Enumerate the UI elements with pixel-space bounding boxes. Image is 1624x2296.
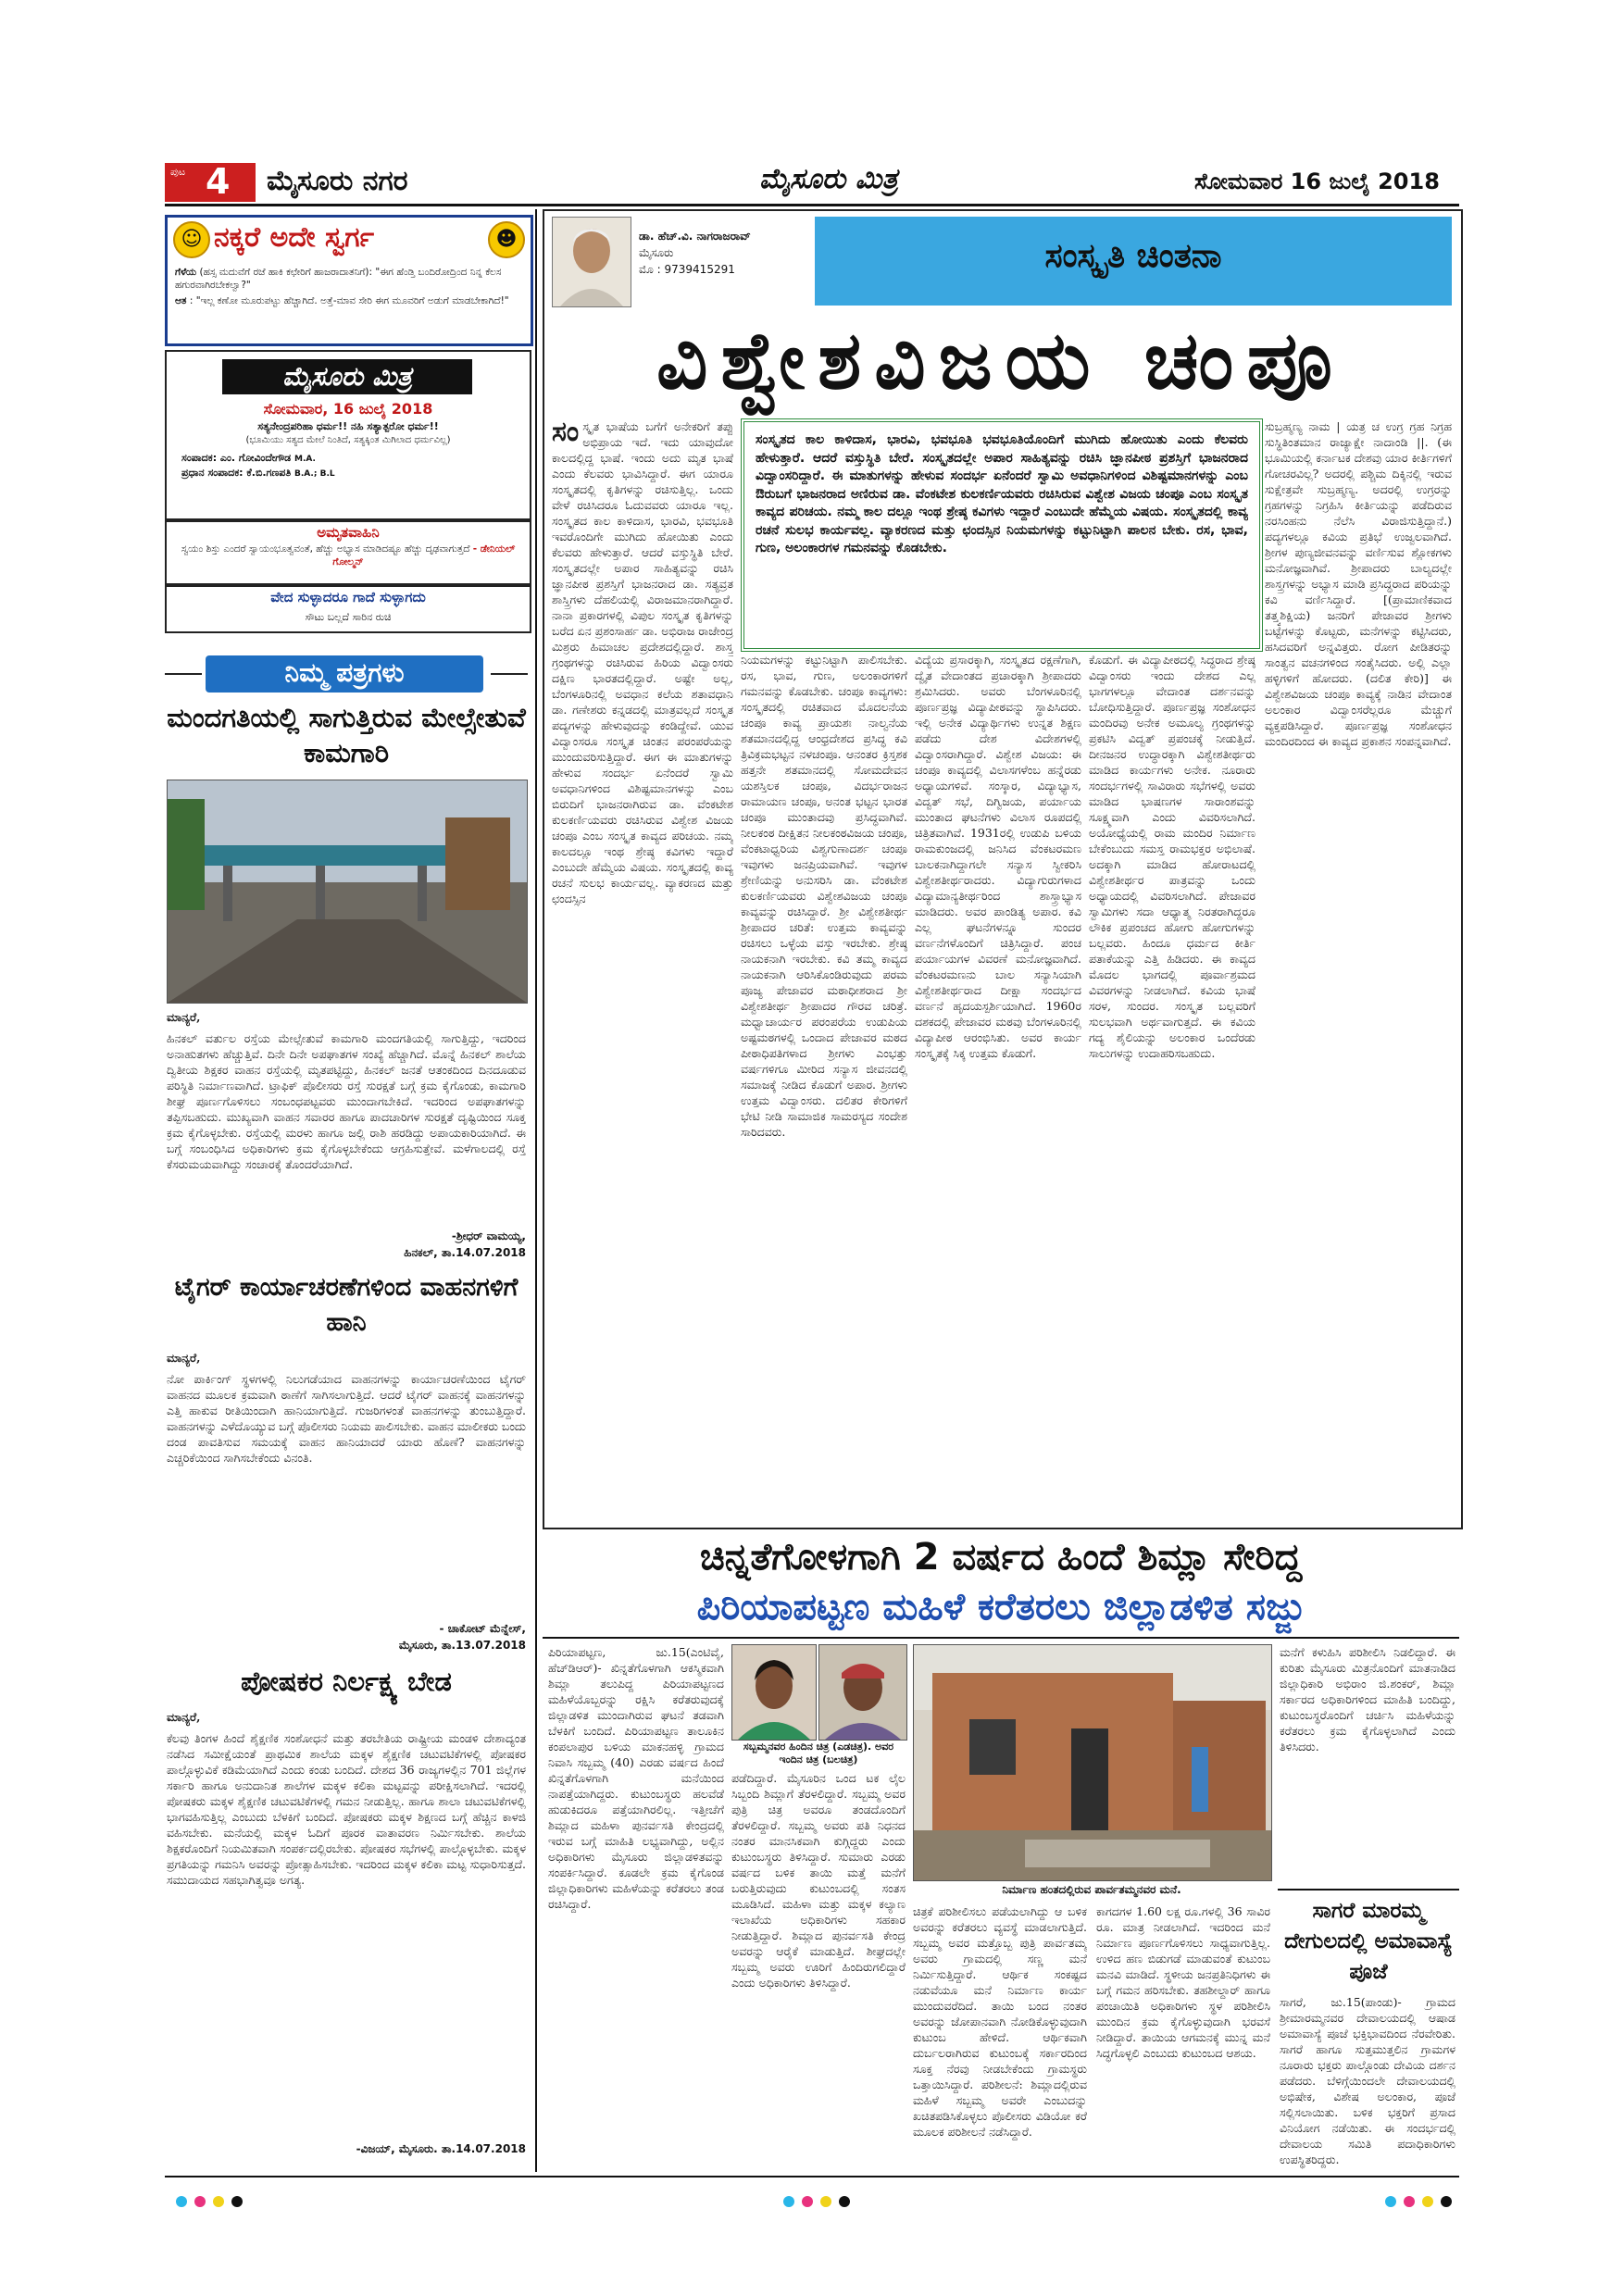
woman-photo-after-art bbox=[819, 1645, 906, 1740]
masthead-date: ಸೋಮವಾರ 16 ಜುಲೈ 2018 bbox=[1194, 168, 1440, 194]
letter3-body bbox=[167, 1709, 526, 2139]
letter2-body bbox=[167, 1350, 526, 1618]
column-name-banner bbox=[815, 217, 1452, 306]
letter3-text: ಕೆಲವು ತಿಂಗಳ ಹಿಂದೆ ಶೈಕ್ಷಣಿಕ ಸಂಶೋಧನೆ ಮತ್ತು ತರಬೇತಿಯ ರಾಷ್ಟ್ರೀಯ ಮಂಡಳಿ ದೇಶಾದ್ಯಂತ ನಡೆಸಿದ ಸಮೀಕ್ಷೆಯಂತೆ ಪ್ರಾಥಮಿಕ ಶಾಲೆಯ ಮಕ್ಕಳ ಶೈಕ್ಷಣಿಕ ಚಟುವಟಿಕೆಗಳಲ್ಲಿ ಪೋಷಕರ ಪಾಲ್ಗೊಳ್ಳುವಿಕೆ ಕಡಿಮೆಯಾಗಿದೆ ಎಂದು ಕಂಡು ಬಂದಿದೆ. ದೇಶದ 36 ರಾಜ್ಯಗಳಲ್ಲಿನ 701 ಜಿಲ್ಲೆಗಳ ಸರ್ಕಾರಿ ಹಾಗೂ ಅನುದಾನಿತ ಶಾಲೆಗಳ ಮಕ್ಕಳ ಕಲಿಕಾ ಮಟ್ಟವನ್ನು ಪರೀಕ್ಷಿಸಲಾಗಿದೆ. ಇದರಲ್ಲಿ ಪೋಷಕರು ಮಕ್ಕಳ ಶೈಕ್ಷಣಿಕ ಚಟುವಟಿಕೆಗಳಲ್ಲಿ ಗಮನ ನೀಡುತ್ತಿಲ್ಲ. ಹಾಗೂ ಶಾಲಾ ಚಟುವಟಿಕೆಗಳಲ್ಲಿ ಭಾಗವಹಿಸುತ್ತಿಲ್ಲ ಎಂಬುದು ಬೆಳಕಿಗೆ ಬಂದಿದೆ. ಪೋಷಕರು ಮಕ್ಕಳ ಶಿಕ್ಷಣದ ಬಗ್ಗೆ ಹೆಚ್ಚಿನ ಕಾಳಜಿ ವಹಿಸಬೇಕು. ಮನೆಯಲ್ಲಿ ಮಕ್ಕಳ ಓದಿಗೆ ಪೂರಕ ವಾತಾವರಣ ನಿರ್ಮಿಸಬೇಕು. ಶಾಲೆಯ ಶಿಕ್ಷಕರೊಂದಿಗೆ ನಿಯಮಿತವಾಗಿ ಸಂಪರ್ಕದಲ್ಲಿರಬೇಕು. ಪೋಷಕರ ಸಭೆಗಳಲ್ಲಿ ಪಾಲ್ಗೊಳ್ಳಬೇಕು. ಮಕ್ಕಳ ಪ್ರಗತಿಯನ್ನು ಗಮನಿಸಿ ಅವರನ್ನು ಪ್ರೋತ್ಸಾಹಿಸಬೇಕು. ಇದರಿಂದ ಮಕ್ಕಳ ಕಲಿಕಾ ಮಟ್ಟ ಸುಧಾರಿಸುತ್ತದೆ. ಸಮುದಾಯದ ಸಹಭಾಗಿತ್ವವೂ ಅಗತ್ಯ. bbox=[167, 1731, 526, 1887]
letter2-place: ಮೈಸೂರು, ತಾ.13.07.2018 bbox=[398, 1639, 526, 1652]
proverb-box bbox=[165, 585, 531, 633]
author-phone: ಮೊ : 9739415291 bbox=[639, 263, 735, 276]
paper-logo: ಮೈಸೂರು ಮಿತ್ರ bbox=[222, 359, 472, 394]
author-photo bbox=[552, 217, 631, 307]
bottom-rule bbox=[165, 2176, 1459, 2177]
temple-body bbox=[1280, 1994, 1455, 2172]
page-number-box bbox=[165, 163, 256, 202]
page-label: ಪುಟ bbox=[170, 166, 186, 178]
page-number: 4 bbox=[206, 161, 231, 202]
joke-q-label: ಗೆಳೆಯ bbox=[175, 267, 197, 278]
paper-motto-translation: (ಭೂಮಿಯು ಸತ್ಯದ ಮೇಲೆ ನಿಂತಿದೆ, ಸತ್ಯಕ್ಕಿಂತ ಮಿಗಿಲಾದ ಧರ್ಮವಿಲ್ಲ) bbox=[245, 435, 451, 445]
flyover-photo bbox=[167, 780, 528, 1004]
letter2-title: ಟೈಗರ್ ಕಾರ್ಯಾಚರಣೆಗಳಿಂದ ವಾಹನಗಳಿಗೆ ಹಾನಿ bbox=[174, 1273, 518, 1337]
news-headline-2: ಪಿರಿಯಾಪಟ್ಟಣ ಮಹಿಳೆ ಕರೆತರಲು ಜಿಲ್ಲಾಡಳಿತ ಸಜ್ಜು bbox=[696, 1586, 1305, 1628]
letter1-title: ಮಂದಗತಿಯಲ್ಲಿ ಸಾಗುತ್ತಿರುವ ಮೇಲ್ಸೇತುವೆ ಕಾಮಗಾರಿ bbox=[167, 702, 526, 768]
letter1-sign: -ಶ್ರೀಧರ್ ವಾಮಯ್ಯ, bbox=[451, 1229, 526, 1242]
news-text-1-body: ಪಿರಿಯಾಪಟ್ಟಣ, ಜು.15(ಎಂಟಿವೈ, ಹೆಚ್‌ಡಿಆರ್)- ಖಿನ್ನತೆಗೊಳಗಾಗಿ ಆಕಸ್ಮಿಕವಾಗಿ ಶಿಮ್ಲಾ ತಲುಪಿದ್ದ ಪಿರಿಯಾಪಟ್ಟಣದ ಮಹಿಳೆಯೊಬ್ಬರನ್ನು ರಕ್ಷಿಸಿ ಕರೆತರುವುದಕ್ಕೆ ಜಿಲ್ಲಾಡಳಿತ ಮುಂದಾಗಿರುವ ಘಟನೆ ತಡವಾಗಿ ಬೆಳಕಿಗೆ ಬಂದಿದೆ. ಪಿರಿಯಾಪಟ್ಟಣ ತಾಲೂಕಿನ ಕಂಪಲಾಪುರ ಬಳಿಯ ಮಾಕನಹಳ್ಳಿ ಗ್ರಾಮದ ನಿವಾಸಿ ಸಬ್ಬಮ್ಮ (40) ಎರಡು ವರ್ಷದ ಹಿಂದೆ ಖಿನ್ನತೆಗೊಳಗಾಗಿ ಮನೆಯಿಂದ ನಾಪತ್ತೆಯಾಗಿದ್ದರು. ಕುಟುಂಬಸ್ಥರು ಹಲವೆಡೆ ಹುಡುಕಿದರೂ ಪತ್ತೆಯಾಗಿರಲಿಲ್ಲ. ಇತ್ತೀಚೆಗೆ ಶಿಮ್ಲಾದ ಮಹಿಳಾ ಪುನರ್ವಸತಿ ಕೇಂದ್ರದಲ್ಲಿ ಇರುವ ಬಗ್ಗೆ ಮಾಹಿತಿ ಲಭ್ಯವಾಗಿದ್ದು, ಅಲ್ಲಿನ ಅಧಿಕಾರಿಗಳು ಮೈಸೂರು ಜಿಲ್ಲಾಡಳಿತವನ್ನು ಸಂಪರ್ಕಿಸಿದ್ದಾರೆ. ಕೂಡಲೇ ಕ್ರಮ ಕೈಗೊಂಡ ಜಿಲ್ಲಾಧಿಕಾರಿಗಳು ಮಹಿಳೆಯನ್ನು ಕರೆತರಲು ತಂಡ ರಚಿಸಿದ್ದಾರೆ. bbox=[548, 1645, 724, 1911]
joke-box bbox=[165, 215, 533, 346]
laughing-icon: ☻ bbox=[488, 221, 525, 258]
news-text-3 bbox=[913, 1903, 1087, 2172]
pullquote-text: ಸಂಸ್ಕೃತದ ಕಾಲ ಕಾಳಿದಾಸ, ಭಾರವಿ, ಭವಭೂತಿ ಭವಭೂತಿಯೊಂದಿಗೆ ಮುಗಿದು ಹೋಯಿತು ಎಂದು ಕೆಲವರು ಹೇಳುತ್ತಾರೆ. ಆದರೆ ವಸ್ತುಸ್ಥಿತಿ ಬೇರೆ. ಸಂಸ್ಕೃತದಲ್ಲೇ ಅಪಾರ ಸಾಹಿತ್ಯವನ್ನು ರಚಿಸಿ ಜ್ಞಾನಪೀಠ ಪ್ರಶಸ್ತಿಗೆ ಭಾಜನರಾದ ವಿದ್ವಾಂಸರಿದ್ದಾರೆ. ಈ ಮಾತುಗಳನ್ನು ಹೇಳುವ ಸಂದರ್ಭ ಏನೆಂದರೆ ಸ್ವಾಮಿ ಅವಧಾನಿಗಳಿಂದ ವಿಶಿಷ್ಟಮಾನಗಳನ್ನು ಎಂಬ ಔರುಬಗೆ ಭಾಜನರಾದ ಅಣಿರುವ ಡಾ. ವೆಂಕಟೇಶ ಕುಲಕರ್ಣಿಯವರು ರಚಿಸಿರುವ ವಿಶ್ವೇಶ ವಿಜಯ ಚಂಪೂ ಎಂಬ ಸಂಸ್ಕೃತ ಕಾವ್ಯದ ಪರಿಚಯ. ನಮ್ಮ ಕಾಲ ದಲ್ಲೂ ಇಂಥ ಶ್ರೇಷ್ಠ ಕವಿಗಳು ಇದ್ದಾರೆ ಎಂಬುದೇ ಹೆಮ್ಮೆಯ ವಿಷಯ. ಸಂಸ್ಕೃತದಲ್ಲಿ ಕಾವ್ಯ ರಚನೆ ಸುಲಭ ಕಾರ್ಯವಲ್ಲ. ವ್ಯಾಕರಣದ ಮತ್ತು ಛಂದಸ್ಸಿನ ನಿಯಮಗಳನ್ನು ಕಟ್ಟುನಿಟ್ಟಾಗಿ ಪಾಲನ ಬೇಕು. ರಸ, ಭಾವ, ಗುಣ, ಅಲಂಕಾರಗಳ ಗಮನವನ್ನು ಕೊಡಬೇಕು. bbox=[756, 432, 1248, 555]
letter3-salutation: ಮಾನ್ಯರೆ, bbox=[167, 1710, 201, 1724]
news-text-4-body: ಕಾಗದಗಳ 1.60 ಲಕ್ಷ ರೂ.ಗಳಲ್ಲಿ 36 ಸಾವಿರ ರೂ. ಮಾತ್ರ ನೀಡಲಾಗಿದೆ. ಇದರಿಂದ ಮನೆ ನಿರ್ಮಾಣ ಪೂರ್ಣಗೊಳಿಸಲು ಸಾಧ್ಯವಾಗುತ್ತಿಲ್ಲ. ಉಳಿದ ಹಣ ಬಿಡುಗಡೆ ಮಾಡುವಂತೆ ಕುಟುಂಬ ಮನವಿ ಮಾಡಿದೆ. ಸ್ಥಳೀಯ ಜನಪ್ರತಿನಿಧಿಗಳು ಈ ಬಗ್ಗೆ ಗಮನ ಹರಿಸಬೇಕು. ತಹಶೀಲ್ದಾರ್ ಹಾಗೂ ಪಂಚಾಯಿತಿ ಅಧಿಕಾರಿಗಳು ಸ್ಥಳ ಪರಿಶೀಲಿಸಿ ಮುಂದಿನ ಕ್ರಮ ಕೈಗೊಳ್ಳುವುದಾಗಿ ಭರವಸೆ ನೀಡಿದ್ದಾರೆ. ತಾಯಿಯ ಆಗಮನಕ್ಕೆ ಮುನ್ನ ಮನೆ ಸಿದ್ಧಗೊಳ್ಳಲಿ ಎಂಬುದು ಕುಟುಂಬದ ಆಶಯ. bbox=[1096, 1904, 1270, 2060]
chief-editor-line bbox=[181, 467, 335, 480]
pullquote-box bbox=[741, 418, 1263, 652]
news-text-3-body: ಚಿತ್ರಕೆ ಪರಿಶೀಲಿಸಲು ಪಡೆಯಲಾಗಿದ್ದು ಆ ಬಳಿಕ ಅವರನ್ನು ಕರೆತರಲು ವ್ಯವಸ್ಥೆ ಮಾಡಲಾಗುತ್ತಿದೆ. ಸಬ್ಬಮ್ಮ ಅವರ ಮತ್ತೊಬ್ಬ ಪುತ್ರಿ ಪಾರ್ವತಮ್ಮ ಅವರು ಗ್ರಾಮದಲ್ಲಿ ಸಣ್ಣ ಮನೆ ನಿರ್ಮಿಸುತ್ತಿದ್ದಾರೆ. ಆರ್ಥಿಕ ಸಂಕಷ್ಟದ ನಡುವೆಯೂ ಮನೆ ನಿರ್ಮಾಣ ಕಾರ್ಯ ಮುಂದುವರೆದಿದೆ. ತಾಯಿ ಬಂದ ನಂತರ ಅವರನ್ನು ಜೋಪಾನವಾಗಿ ನೋಡಿಕೊಳ್ಳುವುದಾಗಿ ಕುಟುಂಬ ಹೇಳಿದೆ. ಆರ್ಥಿಕವಾಗಿ ದುರ್ಬಲರಾಗಿರುವ ಕುಟುಂಬಕ್ಕೆ ಸರ್ಕಾರದಿಂದ ಸೂಕ್ತ ನೆರವು ನೀಡಬೇಕೆಂದು ಗ್ರಾಮಸ್ಥರು ಒತ್ತಾಯಿಸಿದ್ದಾರೆ. ಪರಿಶೀಲನೆ: ಶಿಮ್ಲಾದಲ್ಲಿರುವ ಮಹಿಳೆ ಸಬ್ಬಮ್ಮ ಅವರೇ ಎಂಬುದನ್ನು ಖಚಿತಪಡಿಸಿಕೊಳ್ಳಲು ಪೊಲೀಸರು ವಿಡಿಯೋ ಕರೆ ಮೂಲಕ ಪರಿಶೀಲನೆ ನಡೆಸಿದ್ದಾರೆ. bbox=[913, 1904, 1087, 2139]
joke-banner bbox=[168, 218, 531, 260]
joke-a-text: : "ಇಲ್ಲ ಕಣೋ ಮೂರುಪಟ್ಟು ಹೆಚ್ಚಾಗಿದೆ. ಅತ್ತೆ-ಮಾವ ಸೇರಿ ಈಗ ಮೂವರಿಗೆ ಅಡುಗೆ ಮಾಡಬೇಕಾಗಿದೆ!" bbox=[189, 295, 509, 306]
author-info bbox=[639, 228, 751, 278]
news-text-2-body: ಪಡೆದಿದ್ದಾರೆ. ಮೈಸೂರಿನ ಒಂದ ಟಕ ಲೈಲ ಸಿಬ್ಬಂದಿ ಶಿಮ್ಲಾಗೆ ತೆರಳಲಿದ್ದಾರೆ. ಸಬ್ಬಮ್ಮ ಅವರ ಪುತ್ರಿ ಚಿತ್ರ ಅವರೂ ತಂಡದೊಂದಿಗೆ ತೆರಳಲಿದ್ದಾರೆ. ಸಬ್ಬಮ್ಮ ಅವರು ಪತಿ ನಿಧನದ ನಂತರ ಮಾನಸಿಕವಾಗಿ ಕುಗ್ಗಿದ್ದರು ಎಂದು ಕುಟುಂಬಸ್ಥರು ತಿಳಿಸಿದ್ದಾರೆ. ಸುಮಾರು ಎರಡು ವರ್ಷದ ಬಳಿಕ ತಾಯಿ ಮತ್ತೆ ಮನೆಗೆ ಬರುತ್ತಿರುವುದು ಕುಟುಂಬದಲ್ಲಿ ಸಂತಸ ಮೂಡಿಸಿದೆ. ಮಹಿಳಾ ಮತ್ತು ಮಕ್ಕಳ ಕಲ್ಯಾಣ ಇಲಾಖೆಯ ಅಧಿಕಾರಿಗಳು ಸಹಕಾರ ನೀಡುತ್ತಿದ್ದಾರೆ. ಶಿಮ್ಲಾದ ಪುನರ್ವಸತಿ ಕೇಂದ್ರ ಅವರನ್ನು ಆರೈಕೆ ಮಾಡುತ್ತಿದೆ. ಶೀಘ್ರದಲ್ಲೇ ಸಬ್ಬಮ್ಮ ಅವರು ಊರಿಗೆ ಹಿಂದಿರುಗಲಿದ್ದಾರೆ ಎಂದು ಅಧಿಕಾರಿಗಳು ತಿಳಿಸಿದ್ದಾರೆ. bbox=[731, 1771, 906, 1990]
column-dropcap: ಸಂ bbox=[552, 418, 580, 448]
joke-a-label: ಆತ bbox=[175, 295, 187, 306]
column-text-4 bbox=[1089, 652, 1255, 1518]
smiley-icon: ☺ bbox=[173, 221, 210, 258]
letter1-place: ಹಿನಕಲ್, ತಾ.14.07.2018 bbox=[404, 1246, 526, 1259]
news-headline-1: ಚಿನ್ನತೆಗೋಳಗಾಗಿ 2 ವರ್ಷದ ಹಿಂದೆ ಶಿಮ್ಲಾ ಸೇರಿದ್ದ bbox=[699, 1536, 1303, 1578]
author-city: ಮೈಸೂರು bbox=[639, 246, 674, 259]
proverb-title: ವೇದ ಸುಳ್ಳಾದರೂ ಗಾದೆ ಸುಳ್ಳಾಗದು bbox=[270, 589, 426, 605]
column-text-3-body: ವಿದ್ಯೆಯ ಪ್ರಸಾರಕ್ಕಾಗಿ, ಸಂಸ್ಕೃತದ ರಕ್ಷಣೆಗಾಗಿ, ದ್ವೈತ ವೇದಾಂತದ ಪ್ರಚಾರಕ್ಕಾಗಿ ಶ್ರೀಪಾದರು ಶ್ರಮಿಸಿದರು. ಅವರು ಬೆಂಗಳೂರಿನಲ್ಲಿ ಪೂರ್ಣಪ್ರಜ್ಞ ವಿದ್ಯಾಪೀಠವನ್ನು ಸ್ಥಾಪಿಸಿದರು. ಇಲ್ಲಿ ಅನೇಕ ವಿದ್ಯಾರ್ಥಿಗಳು ಉನ್ನತ ಶಿಕ್ಷಣ ಪಡೆದು ದೇಶ ವಿದೇಶಗಳಲ್ಲಿ ವಿದ್ವಾಂಸರಾಗಿದ್ದಾರೆ. ವಿಶ್ವೇಶ ವಿಜಯ: ಈ ಚಂಪೂ ಕಾವ್ಯದಲ್ಲಿ ವಿಲಾಸಗಳೆಂಬ ಹನ್ನೆರಡು ಅಧ್ಯಾಯಗಳಿವೆ. ಸಂಸ್ಕಾರ, ವಿದ್ಯಾಭ್ಯಾಸ, ವಿದ್ವತ್ ಸಭೆ, ದಿಗ್ವಿಜಯ, ಪರ್ಯಾಯ ಮುಂತಾದ ಘಟನೆಗಳು ವಿಲಾಸ ರೂಪದಲ್ಲಿ ಚಿತ್ರಿತವಾಗಿವೆ. 1931ರಲ್ಲಿ ಉಡುಪಿ ಬಳಿಯ ರಾಮಕುಂಜದಲ್ಲಿ ಜನಿಸಿದ ವೆಂಕಟರಮಣ ಬಾಲಕನಾಗಿದ್ದಾಗಲೇ ಸನ್ಯಾಸ ಸ್ವೀಕರಿಸಿ ವಿಶ್ವೇಶತೀರ್ಥರಾದರು. ವಿದ್ಯಾಗುರುಗಳಾದ ವಿದ್ಯಾಮಾನ್ಯತೀರ್ಥರಿಂದ ಶಾಸ್ತ್ರಾಭ್ಯಾಸ ಮಾಡಿದರು. ಅವರ ಪಾಂಡಿತ್ಯ ಅಪಾರ. ಕವಿ ಎಲ್ಲ ಘಟನೆಗಳನ್ನೂ ಸುಂದರ ವರ್ಣನೆಗಳೊಂದಿಗೆ ಚಿತ್ರಿಸಿದ್ದಾರೆ. ಪಂಚ ಪರ್ಯಾಯಗಳ ವಿವರಣೆ ಮನೋಜ್ಞವಾಗಿದೆ. ವೆಂಕಟರಮಣನು ಬಾಲ ಸನ್ಯಾಸಿಯಾಗಿ ವಿಶ್ವೇಶತೀರ್ಥರಾದ ದೀಕ್ಷಾ ಸಂದರ್ಭದ ವರ್ಣನೆ ಹೃದಯಸ್ಪರ್ಶಿಯಾಗಿದೆ. 1960ರ ದಶಕದಲ್ಲಿ ಪೇಜಾವರ ಮಠವು ಬೆಂಗಳೂರಿನಲ್ಲಿ ವಿದ್ಯಾಪೀಠ ಆರಂಭಿಸಿತು. ಅವರ ಕಾರ್ಯ ಸಂಸ್ಕೃತಕ್ಕೆ ಸಿಕ್ಕ ಉತ್ತಮ ಕೊಡುಗೆ. bbox=[915, 653, 1081, 1060]
flyover-photo-art bbox=[168, 780, 527, 1003]
author-name: ಡಾ. ಹೆಚ್.ವಿ. ನಾಗರಾಜರಾವ್ bbox=[639, 230, 751, 243]
masthead-paper-name: ಮೈಸೂರು ಮಿತ್ರ bbox=[759, 163, 898, 195]
paper-date: ಸೋಮವಾರ, 16 ಜುಲೈ 2018 bbox=[263, 400, 433, 418]
editor-name: ಸಂಪಾದಕ: ಎಂ. ಗೋವಿಂದೇಗೌಡ bbox=[181, 452, 292, 464]
woman-photo-before bbox=[731, 1644, 817, 1741]
joke-title: ನಕ್ಕರೆ ಅದೇ ಸ್ವರ್ಗ bbox=[214, 221, 375, 254]
chief-editor-name: ಪ್ರಧಾನ ಸಂಪಾದಕ: ಕೆ.ಬಿ.ಗಣಪತಿ bbox=[181, 467, 292, 479]
joke-q-text: (ಹಸ್ಸ ಮದುವೆಗೆ ರಜೆ ಹಾಕಿ ಕಛೇರಿಗೆ ಹಾಜರಾದಾತನಿಗೆ): "ಈಗ ಹೆಂಡ್ತಿ ಬಂದಿರೋದ್ರಿಂದ ನಿನ್ನ ಕೆಲಸ ಹಗುರವಾಗಿರಬೇಕಲ್ವಾ?" bbox=[175, 267, 502, 291]
news-text-4 bbox=[1096, 1903, 1270, 2172]
woman-photo-before-art bbox=[732, 1645, 816, 1740]
column-text-1-body: ಸ್ಕೃತ ಭಾಷೆಯ ಬಗೆಗೆ ಅನೇಕರಿಗೆ ತಪ್ಪು ಅಭಿಪ್ರಾಯ ಇದೆ. ಇದು ಯಾವುದೋ ಕಾಲದಲ್ಲಿದ್ದ ಭಾಷೆ. ಇಂದು ಅದು ಮೃತ ಭಾಷೆ ಎಂದು ಕೆಲವರು ಭಾವಿಸಿದ್ದಾರೆ. ಈಗ ಯಾರೂ ಸಂಸ್ಕೃತದಲ್ಲಿ ಕೃತಿಗಳನ್ನು ರಚಿಸುತ್ತಿಲ್ಲ. ಒಂದು ವೇಳೆ ರಚಿಸಿದರೂ ಓದುವವರು ಯಾರೂ ಇಲ್ಲ. ಸಂಸ್ಕೃತದ ಕಾಲ ಕಾಳಿದಾಸ, ಭಾರವಿ, ಭವಭೂತಿ ಇವರೊಂದಿಗೇ ಮುಗಿದು ಹೋಯಿತು ಎಂದು ಕೆಲವರು ಹೇಳುತ್ತಾರೆ. ಆದರೆ ವಸ್ತುಸ್ಥಿತಿ ಬೇರೆ. ಸಂಸ್ಕೃತದಲ್ಲೇ ಅಪಾರ ಸಾಹಿತ್ಯವನ್ನು ರಚಿಸಿ ಜ್ಞಾನಪೀಠ ಪ್ರಶಸ್ತಿಗೆ ಭಾಜನರಾದ ಡಾ. ಸತ್ಯವ್ರತ ಶಾಸ್ತ್ರಿಗಳು ದೆಹಲಿಯಲ್ಲಿ ವಿರಾಜಮಾನರಾಗಿದ್ದಾರೆ. ನಾನಾ ಪ್ರಕಾರಗಳಲ್ಲಿ ವಿಪುಲ ಸಂಸ್ಕೃತ ಕೃತಿಗಳನ್ನು ಬರೆದ ಏನ ಪ್ರಶಂಸಾರ್ಹ ಡಾ. ಅಭಿರಾಜ ರಾಜೇಂದ್ರ ಮಿಶ್ರರು ಹಿಮಾಚಲ ಪ್ರದೇಶದಲ್ಲಿದ್ದಾರೆ. ಶಾಸ್ತ್ರ ಗ್ರಂಥಗಳನ್ನು ರಚಿಸಿರುವ ಹಿರಿಯ ವಿದ್ವಾಂಸರು ದಕ್ಷಿಣ ಭಾರತದಲ್ಲಿದ್ದಾರೆ. ಅಷ್ಟೇ ಅಲ್ಲ, ಬೆಂಗಳೂರಿನಲ್ಲಿ ಅವಧಾನ ಕಲೆಯ ಶತಾವಧಾನಿ ಡಾ. ಗಣೇಶರು ಕನ್ನಡದಲ್ಲಿ ಮಾತ್ರವಲ್ಲದೆ ಸಂಸ್ಕೃತ ಪದ್ಯಗಳನ್ನು ಹೇಳುವುದನ್ನು ಕಂಡಿದ್ದೇವೆ. ಯುವ ವಿದ್ವಾಂಸರೂ ಸಂಸ್ಕೃತ ಚಿಂತನ ಪರಂಪರೆಯನ್ನು ಮುಂದುವರಿಸುತ್ತಿದ್ದಾರೆ. ಈಗ ಈ ಮಾತುಗಳನ್ನು ಹೇಳುವ ಸಂದರ್ಭ ಏನೆಂದರೆ ಸ್ವಾಮಿ ಅವಧಾನಿಗಳಿಂದ ವಿಶಿಷ್ಟಮಾನಗಳನ್ನು ಎಂಬ ಬಿರುದಿಗೆ ಭಾಜನರಾಗಿರುವ ಡಾ. ವೆಂಕಟೇಶ ಕುಲಕರ್ಣಿಯವರು ರಚಿಸಿರುವ ವಿಶ್ವೇಶ ವಿಜಯ ಚಂಪೂ ಎಂಬ ಸಂಸ್ಕೃತ ಕಾವ್ಯದ ಪರಿಚಯ. ನಮ್ಮ ಕಾಲದಲ್ಲೂ ಇಂಥ ಶ್ರೇಷ್ಠ ಕವಿಗಳು ಇದ್ದಾರೆ ಎಂಬುದೇ ಹೆಮ್ಮೆಯ ವಿಷಯ. ಸಂಸ್ಕೃತದಲ್ಲಿ ಕಾವ್ಯ ರಚನೆ ಸುಲಭ ಕಾರ್ಯವಲ್ಲ. ವ್ಯಾಕರಣದ ಮತ್ತು ಛಂದಸ್ಸಿನ bbox=[552, 419, 733, 905]
author-photo-art bbox=[553, 218, 631, 306]
amrutavahini-box bbox=[165, 520, 531, 585]
masthead-rule bbox=[165, 204, 1459, 206]
news-text-5-body: ಮನೆಗೆ ಕಳುಹಿಸಿ ಪರಿಶೀಲಿಸಿ ನಿಡಲಿದ್ದಾರೆ. ಈ ಕುರಿತು ಮೈಸೂರು ಮಿತ್ರನೊಂದಿಗೆ ಮಾತನಾಡಿದ ಜಿಲ್ಲಾಧಿಕಾರಿ ಅಭಿರಾಂ ಜಿ.ಶಂಕರ್, ಶಿಮ್ಲಾ ಸರ್ಕಾರದ ಅಧಿಕಾರಿಗಳಿಂದ ಮಾಹಿತಿ ಬಂದಿದ್ದು, ಕುಟುಂಬಸ್ಥರೊಂದಿಗೆ ಚರ್ಚಿಸಿ ಮಹಿಳೆಯನ್ನು ಕರೆತರಲು ಕ್ರಮ ಕೈಗೊಳ್ಳಲಾಗಿದೆ ಎಂದು ತಿಳಿಸಿದರು. bbox=[1280, 1645, 1455, 1753]
letter1-body bbox=[167, 1009, 526, 1228]
editor-degree: M.A. bbox=[294, 455, 316, 464]
letter3-sign: -ವಿಜಯ್, ಮೈಸೂರು. ತಾ.14.07.2018 bbox=[356, 2142, 526, 2155]
house-photo-art bbox=[914, 1645, 1271, 1880]
column-name: ಸಂಸ್ಕೃತಿ ಚಿಂತನಾ bbox=[1044, 237, 1222, 275]
chief-editor-degree: B.A.; B.L bbox=[294, 469, 335, 479]
amrutavahini-quote bbox=[174, 543, 522, 568]
letter2-sign: - ಚಾಕೋಟ್ ಮೆನ್ನೇಸ್, bbox=[439, 1622, 526, 1635]
column-text-4-body: ಕೊಡುಗೆ. ಈ ವಿದ್ಯಾಪೀಠದಲ್ಲಿ ಸಿದ್ಧರಾದ ಶ್ರೇಷ್ಠ ವಿದ್ವಾಂಸರು ಇಂದು ದೇಶದ ಎಲ್ಲ ಭಾಗಗಳಲ್ಲೂ ವೇದಾಂತ ದರ್ಶನವನ್ನು ಬೋಧಿಸುತ್ತಿದ್ದಾರೆ. ಪೂರ್ಣಪ್ರಜ್ಞ ಸಂಶೋಧನ ಮಂದಿರವು ಅನೇಕ ಅಮೂಲ್ಯ ಗ್ರಂಥಗಳನ್ನು ಪ್ರಕಟಿಸಿ ವಿದ್ವತ್ ಪ್ರಪಂಚಕ್ಕೆ ನೀಡುತ್ತಿದೆ. ದೀನಜನರ ಉದ್ಧಾರಕ್ಕಾಗಿ ವಿಶ್ವೇಶತೀರ್ಥರು ಮಾಡಿದ ಕಾರ್ಯಗಳು ಅನೇಕ. ನೂರಾರು ಸಂದರ್ಭಗಳಲ್ಲಿ ಸಾವಿರಾರು ಸಭೆಗಳಲ್ಲಿ ಅವರು ಮಾಡಿದ ಭಾಷಣಗಳ ಸಾರಾಂಶವನ್ನು ಸೂಕ್ಷ್ಮವಾಗಿ ಎಂದು ವಿವರಿಸಲಾಗಿದೆ. ಅಯೋಧ್ಯೆಯಲ್ಲಿ ರಾಮ ಮಂದಿರ ನಿರ್ಮಾಣ ಬೇಕೆಂಬುದು ಸಮಸ್ತ ರಾಮಭಕ್ತರ ಅಭಿಲಾಷೆ. ಅದಕ್ಕಾಗಿ ಮಾಡಿದ ಹೋರಾಟದಲ್ಲಿ ವಿಶ್ವೇಶತೀರ್ಥರ ಪಾತ್ರವನ್ನು ಒಂದು ಅಧ್ಯಾಯದಲ್ಲಿ ವಿವರಿಸಲಾಗಿದೆ. ಪೇಜಾವರ ಸ್ವಾಮಿಗಳು ಸದಾ ಆಧ್ಯಾತ್ಮ ನಿರತರಾಗಿದ್ದರೂ ಲೌಕಿಕ ಪ್ರಪಂಚದ ಹೋಗು ಹೋಗುಗಳನ್ನು ಬಲ್ಲವರು. ಹಿಂದೂ ಧರ್ಮದ ಕೀರ್ತಿ ಪತಾಕೆಯನ್ನು ಎತ್ತಿ ಹಿಡಿದರು. ಈ ಕಾವ್ಯದ ಮೊದಲ ಭಾಗದಲ್ಲಿ ಪೂರ್ವಾಶ್ರಮದ ವಿವರಗಳನ್ನು ನೀಡಲಾಗಿದೆ. ಕವಿಯ ಭಾಷೆ ಸರಳ, ಸುಂದರ. ಸಂಸ್ಕೃತ ಬಲ್ಲವರಿಗೆ ಸುಲಭವಾಗಿ ಅರ್ಥವಾಗುತ್ತದೆ. ಈ ಕವಿಯ ಗದ್ಯ ಶೈಲಿಯನ್ನು ಅಲಂಕಾರ ಒಂದೆರಡು ಸಾಲುಗಳನ್ನು ಉದಾಹರಿಸಬಹುದು. bbox=[1089, 653, 1255, 1060]
temple-text: ಸಾಗರೆ, ಜು.15(ಪಾಂಡು)- ಗ್ರಾಮದ ಶ್ರೀಮಾರಮ್ಮನವರ ದೇವಾಲಯದಲ್ಲಿ ಆಷಾಡ ಅಮಾವಾಸ್ಯೆ ಪೂಜೆ ಭಕ್ತಿಭಾವದಿಂದ ನೆರವೇರಿತು. ಸಾಗರೆ ಹಾಗೂ ಸುತ್ತಮುತ್ತಲಿನ ಗ್ರಾಮಗಳ ನೂರಾರು ಭಕ್ತರು ಪಾಲ್ಗೊಂಡು ದೇವಿಯ ದರ್ಶನ ಪಡೆದರು. ಬೆಳಿಗ್ಗೆಯಿಂದಲೇ ದೇವಾಲಯದಲ್ಲಿ ಅಭಿಷೇಕ, ವಿಶೇಷ ಅಲಂಕಾರ, ಪೂಜೆ ಸಲ್ಲಿಸಲಾಯಿತು. ಬಳಿಕ ಭಕ್ತರಿಗೆ ಪ್ರಸಾದ ವಿನಿಯೋಗ ನಡೆಯಿತು. ಈ ಸಂದರ್ಭದಲ್ಲಿ ದೇವಾಲಯ ಸಮಿತಿ ಪದಾಧಿಕಾರಿಗಳು ಉಪಸ್ಥಿತರಿದ್ದರು. bbox=[1280, 1995, 1455, 2166]
amrutavahini-author: - ಡೇನಿಯಲ್ ಗೋಲ್ಮನ್ bbox=[332, 543, 516, 568]
letters-banner-text: ನಿಮ್ಮ ಪತ್ರಗಳು bbox=[284, 657, 405, 688]
column-title: ವಿಶ್ವೇಶವಿಜಯ ಚಂಪೂ bbox=[656, 315, 1346, 407]
column-text-5 bbox=[1265, 418, 1452, 1518]
news-text-2 bbox=[731, 1770, 906, 2172]
paper-motto: ಸತ್ಯನೇಂದ್ರಪರಿಹಾ ಧರ್ಮ!! ನಹಿ ಸತ್ಯಾತ್ಪರೋ ಧರ್ಮ!! bbox=[257, 420, 439, 432]
column-text-5-body: ಸುಬ್ರಹ್ಮಣ್ಯ ನಾಮ | ಯತ್ರ ಚ ಉಗ್ರ ಗ್ರಹ ನಿಗ್ರಹ ಸುಸ್ಥಿತಿಂತಮಾನ ರಾಜ್ಯಾಕ್ಷೇ ನಾದಾಂಡಿ ||. (ಈ ಭೂಮಿಯಲ್ಲಿ ಕರ್ನಾಟಕ ದೇಶವು ಯಾರ ಕೀರ್ತಿಗಳಿಗೆ ಗೋಚರವಿಲ್ಲ? ಅದರಲ್ಲಿ ಪಶ್ಚಿಮ ದಿಕ್ಕಿನಲ್ಲಿ ಇರುವ ಸುಕ್ಷೇತ್ರವೇ ಸುಬ್ರಹ್ಮಣ್ಯ. ಅದರಲ್ಲಿ ಉಗ್ರರನ್ನು ಗ್ರಹಗಳನ್ನು ನಿಗ್ರಹಿಸಿ ಕೀರ್ತಿಯನ್ನು ಪಡೆದಿರುವ ನರಸಿಂಹನು ನೆಲೆಸಿ ವಿರಾಜಿಸುತ್ತಿದ್ದಾನೆ.) ಪದ್ಯಗಳಲ್ಲೂ ಕವಿಯ ಪ್ರತಿಭೆ ಉಜ್ವಲವಾಗಿದೆ. ಶ್ರೀಗಳ ಪುಣ್ಯಜೀವನವನ್ನು ವರ್ಣಿಸುವ ಶ್ಲೋಕಗಳು ಮನೋಜ್ಞವಾಗಿವೆ. ಶ್ರೀಪಾದರು ಬಾಲ್ಯದಲ್ಲೇ ಶಾಸ್ತ್ರಗಳನ್ನು ಅಭ್ಯಾಸ ಮಾಡಿ ಪ್ರಸಿದ್ಧರಾದ ಪರಿಯನ್ನು ಕವಿ ವರ್ಣಿಸಿದ್ದಾರೆ. [(ಪ್ರಾಮಾಣಿಕವಾದ ತತ್ತ್ವಶಿಕ್ಷಿಯ) ಜನರಿಗೆ ಪೇಜಾವರ ಶ್ರೀಗಳು ಬಟ್ಟೆಗಳನ್ನು ಕೊಟ್ಟರು, ಮನೆಗಳನ್ನು ಕಟ್ಟಿಸಿದರು, ಹಸಿದವರಿಗೆ ಅನ್ನವಿತ್ತರು. ರೋಗ ಪೀಡಿತರನ್ನು ಸಾಂತ್ವನ ವಚನಗಳಿಂದ ಸಂತೈಸಿದರು. ಅಲ್ಲಿ ಎಲ್ಲಾ ಹಳ್ಳಿಗಳಿಗೆ ಹೋದರು. (ದಲಿತ ಕೇರಿ)] ಈ ವಿಶ್ವೇಶವಿಜಯ ಚಂಪೂ ಕಾವ್ಯಕ್ಕೆ ನಾಡಿನ ವೇದಾಂತ ಅಲಂಕಾರ ವಿದ್ವಾಂಸರೆಲ್ಲರೂ ಮೆಚ್ಚುಗೆ ವ್ಯಕ್ತಪಡಿಸಿದ್ದಾರೆ. ಪೂರ್ಣಪ್ರಜ್ಞ ಸಂಶೋಧನ ಮಂದಿರದಿಂದ ಈ ಕಾವ್ಯದ ಪ್ರಕಾಶನ ಸಂಪನ್ನವಾಗಿದೆ. bbox=[1265, 419, 1452, 748]
column-text-3 bbox=[915, 652, 1081, 1518]
column-text-1 bbox=[552, 418, 733, 1518]
photo2-caption: ನಿರ್ಮಾಣ ಹಂತದಲ್ಲಿರುವ ಪಾರ್ವತಮ್ಮನವರ ಮನೆ. bbox=[1002, 1883, 1181, 1896]
letters-banner bbox=[165, 655, 528, 693]
amrutavahini-text: ಸ್ವಯಂ ಶಿಸ್ತು ಎಂದರೆ ಸ್ವಾಯಂಭೂತ್ವವಂತೆ, ಹೆಚ್ಚು ಅಭ್ಯಾಸ ಮಾಡಿದಷ್ಟೂ ಹೆಚ್ಚು ದೃಢವಾಗುತ್ತದೆ bbox=[181, 543, 470, 555]
column-text-2-body: ನಿಯಮಗಳನ್ನು ಕಟ್ಟುನಿಟ್ಟಾಗಿ ಪಾಲಿಸಬೇಕು. ರಸ, ಭಾವ, ಗುಣ, ಅಲಂಕಾರಗಳಿಗೆ ಗಮನವನ್ನು ಕೊಡಬೇಕು. ಚಂಪೂ ಕಾವ್ಯಗಳು: ಸಂಸ್ಕೃತದಲ್ಲಿ ರಚಿತವಾದ ಮೊದಲನೆಯ ಚಂಪೂ ಕಾವ್ಯ ಪ್ರಾಯಶಃ ನಾಲ್ವನೆಯ ಶತಮಾನದಲ್ಲಿದ್ದ ಆಂಧ್ರದೇಶದ ಪ್ರಸಿದ್ಧ ಕವಿ ತ್ರಿವಿಕ್ರಮಭಟ್ಟನ ನಳಚಂಪೂ. ಆನಂತರ ಕ್ರಿಸ್ತಶಕ ಹತ್ತನೇ ಶತಮಾನದಲ್ಲಿ ಸೋಮದೇವನ ಯಶಸ್ತಿಲಕ ಚಂಪೂ, ವಿದರ್ಭರಾಜನ ರಾಮಾಯಣ ಚಂಪೂ, ಅನಂತ ಭಟ್ಟನ ಭಾರತ ಚಂಪೂ ಮುಂತಾದವು ಪ್ರಸಿದ್ಧವಾಗಿವೆ. ನೀಲಕಂಠ ದೀಕ್ಷಿತನ ನೀಲಕಂಠವಿಜಯ ಚಂಪೂ, ವೆಂಕಟಾಧ್ವರಿಯ ವಿಶ್ವಗುಣಾದರ್ಶ ಚಂಪೂ ಇವುಗಳು ಜನಪ್ರಿಯವಾಗಿವೆ. ಇವುಗಳ ಶ್ರೇಣಿಯನ್ನು ಅನುಸರಿಸಿ ಡಾ. ವೆಂಕಟೇಶ ಕುಲಕರ್ಣಿಯವರು ವಿಶ್ವೇಶವಿಜಯ ಚಂಪೂ ಕಾವ್ಯವನ್ನು ರಚಿಸಿದ್ದಾರೆ. ಶ್ರೀ ವಿಶ್ವೇಶತೀರ್ಥ ಶ್ರೀಪಾದರ ಚರಿತೆ: ಉತ್ತಮ ಕಾವ್ಯವನ್ನು ರಚಿಸಲು ಒಳ್ಳೆಯ ವಸ್ತು ಇರಬೇಕು. ಶ್ರೇಷ್ಠ ನಾಯಕನಾಗಿ ಇರಬೇಕು. ಕವಿ ತಮ್ಮ ಕಾವ್ಯದ ನಾಯಕನಾಗಿ ಆರಿಸಿಕೊಂಡಿರುವುದು ಪರಮ ಪೂಜ್ಯ ಪೇಜಾವರ ಮಠಾಧೀಶರಾದ ಶ್ರೀ ವಿಶ್ವೇಶತೀರ್ಥ ಶ್ರೀಪಾದರ ಗೌರವ ಚರಿತ್ರೆ. ಮಧ್ವಾಚಾರ್ಯರ ಪರಂಪರೆಯ ಉಡುಪಿಯ ಅಷ್ಟಮಠಗಳಲ್ಲಿ ಒಂದಾದ ಪೇಜಾವರ ಮಠದ ಪೀಠಾಧಿಪತಿಗಳಾದ ಶ್ರೀಗಳು ಎಂಭತ್ತು ವರ್ಷಗಳಿಗೂ ಮೀರಿದ ಸನ್ಯಾಸ ಜೀವನದಲ್ಲಿ ಸಮಾಜಕ್ಕೆ ನೀಡಿದ ಕೊಡುಗೆ ಅಪಾರ. ಶ್ರೀಗಳು ಉತ್ತಮ ವಿದ್ವಾಂಸರು. ದಲಿತರ ಕೇರಿಗಳಿಗೆ ಭೇಟಿ ನೀಡಿ ಸಾಮಾಜಿಕ ಸಾಮರಸ್ಯದ ಸಂದೇಶ ಸಾರಿದವರು. bbox=[741, 653, 907, 1139]
section-name: ಮೈಸೂರು ನಗರ bbox=[267, 165, 408, 197]
temple-rule bbox=[1278, 1889, 1459, 1890]
paper-info-box bbox=[165, 350, 531, 520]
letter1-salutation: ಮಾನ್ಯರೆ, bbox=[167, 1010, 201, 1024]
joke-body bbox=[175, 266, 523, 307]
temple-title: ಸಾಗರೆ ಮಾರಮ್ಮ ದೇಗುಲದಲ್ಲಿ ಅಮಾವಾಸ್ಯೆ ಪೂಜೆ bbox=[1284, 1899, 1453, 1984]
letter1-text: ಹಿನಕಲ್ ವರ್ತುಲ ರಸ್ತೆಯ ಮೇಲ್ಸೇತುವೆ ಕಾಮಗಾರಿ ಮಂದಗತಿಯಲ್ಲಿ ಸಾಗುತ್ತಿದ್ದು, ಇದರಿಂದ ಅನಾಹುತಗಳು ಹೆಚ್ಚುತ್ತಿವೆ. ದಿನೇ ದಿನೇ ಅಪಘಾತಗಳ ಸಂಖ್ಯೆ ಹೆಚ್ಚಾಗಿದೆ. ಮೊನ್ನೆ ಹಿನಕಲ್ ಶಾಲೆಯ ದ್ವಿತೀಯ ಶಿಕ್ಷಕರ ವಾಹನ ರಸ್ತೆಯಲ್ಲಿ ಮೃತಪಟ್ಟಿದ್ದು, ಹಿನಕಲ್ ಜನತೆ ಆತಂಕದಿಂದ ದಿನದೂಡುವ ಪರಿಸ್ಥಿತಿ ನಿರ್ಮಾಣವಾಗಿದೆ. ಟ್ರಾಫಿಕ್ ಪೊಲೀಸರು ರಸ್ತೆ ಸುರಕ್ಷತೆ ಬಗ್ಗೆ ಕ್ರಮ ಕೈಗೊಂಡು, ಕಾಮಗಾರಿ ಶೀಘ್ರ ಪೂರ್ಣಗೊಳಿಸಲು ಸಂಬಂಧಪಟ್ಟವರು ಮುಂದಾಗಬೇಕಿದೆ. ಇದರಿಂದ ಅಪಘಾತಗಳನ್ನು ತಪ್ಪಿಸಬಹುದು. ಮುಖ್ಯವಾಗಿ ವಾಹನ ಸವಾರರ ಹಾಗೂ ಪಾದಚಾರಿಗಳ ಸುರಕ್ಷತೆ ದೃಷ್ಟಿಯಿಂದ ಸೂಕ್ತ ಕ್ರಮ ಕೈಗೊಳ್ಳಬೇಕು. ರಸ್ತೆಯಲ್ಲಿ ಮರಳು ಹಾಗೂ ಜಲ್ಲಿ ರಾಶಿ ಹರಡಿದ್ದು ಅಪಾಯಕಾರಿಯಾಗಿದೆ. ಈ ಬಗ್ಗೆ ಸಂಬಂಧಿಸಿದ ಅಧಿಕಾರಿಗಳು ಕ್ರಮ ಕೈಗೊಳ್ಳಬೇಕೆಂದು ಆಗ್ರಹಿಸುತ್ತೇವೆ. ಮಳೆಗಾಲದಲ್ಲಿ ರಸ್ತೆ ಕೆಸರುಮಯವಾಗಿದ್ದು ಸಂಚಾರಕ್ಕೆ ತೊಂದರೆಯಾಗಿದೆ. bbox=[167, 1031, 526, 1171]
news-text-1 bbox=[548, 1644, 724, 2172]
column-text-2 bbox=[741, 652, 907, 1518]
woman-photo-after bbox=[818, 1644, 907, 1741]
news-headline-rule bbox=[543, 1637, 1459, 1639]
proverb-text: ಸೌಟು ಬಲ್ಲದೆ ಸಾರಿನ ರುಚಿ bbox=[305, 611, 392, 623]
left-column-divider bbox=[535, 209, 537, 2172]
amrutavahini-title: ಅಮೃತವಾಹಿನಿ bbox=[317, 524, 380, 541]
letter2-salutation: ಮಾನ್ಯರೆ, bbox=[167, 1351, 201, 1365]
letter2-text: ನೋ ಪಾರ್ಕಿಂಗ್ ಸ್ಥಳಗಳಲ್ಲಿ ನಿಲುಗಡೆಯಾದ ವಾಹನಗಳನ್ನು ಕಾರ್ಯಾಚರಣೆಯಿಂದ ಟೈಗರ್ ವಾಹನದ ಮೂಲಕ ಕ್ರಮವಾಗಿ ಠಾಣೆಗೆ ಸಾಗಿಸಲಾಗುತ್ತಿದೆ. ಆದರೆ ಟೈಗರ್ ವಾಹನಕ್ಕೆ ವಾಹನಗಳನ್ನು ಎತ್ತಿ ಹಾಕುವ ರೀತಿಯಿಂದಾಗಿ ಹಾನಿಯಾಗುತ್ತಿದೆ. ಗುಜರಿಗಳಂತೆ ವಾಹನಗಳನ್ನು ತುಂಬುತ್ತಿದ್ದಾರೆ. ವಾಹನಗಳನ್ನು ಎಳೆದೊಯ್ಯುವ ಬಗ್ಗೆ ಪೊಲೀಸರು ನಿಯಮ ಪಾಲಿಸಬೇಕು. ವಾಹನ ಮಾಲೀಕರು ಬಂದು ದಂಡ ಪಾವತಿಸುವ ಸಮಯಕ್ಕೆ ವಾಹನ ಹಾನಿಯಾದರೆ ಯಾರು ಹೊಣೆ? ವಾಹನಗಳನ್ನು ಎಚ್ಚರಿಕೆಯಿಂದ ಸಾಗಿಸಬೇಕೆಂದು ವಿನಂತಿ. bbox=[167, 1372, 526, 1465]
editor-line bbox=[181, 452, 316, 465]
photo1-caption: ಸಬ್ಬಮ್ಮನವರ ಹಿಂದಿನ ಚಿತ್ರ (ಎಡಚಿತ್ರ). ಅವರ ಇಂದಿನ ಚಿತ್ರ (ಬಲಚಿತ್ರ) bbox=[743, 1741, 894, 1766]
letter3-title: ಪೋಷಕರ ನಿರ್ಲಕ್ಷ್ಯ ಬೇಡ bbox=[241, 1666, 452, 1697]
house-photo bbox=[913, 1644, 1272, 1881]
news-text-5 bbox=[1280, 1644, 1455, 1885]
